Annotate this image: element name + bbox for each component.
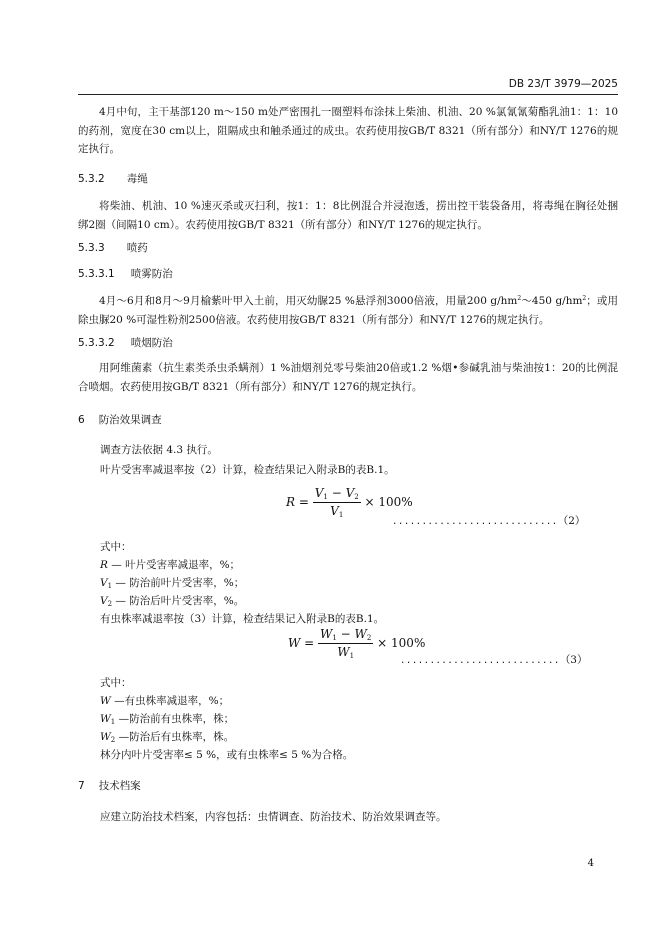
paragraph-pass-criteria: 林分内叶片受害率≤ 5 %，或有虫株率≤ 5 %为合格。	[100, 749, 354, 761]
section-title: 喷烟防治	[130, 337, 173, 349]
eq3-dots: ...........................	[400, 656, 560, 666]
eq3-num-b: W	[354, 627, 367, 641]
def-text: —防治前有虫株率，株；	[115, 713, 235, 725]
eq3-tail: × 100%	[377, 636, 426, 650]
eq3-label: （3）	[559, 654, 588, 666]
definition-v2	[100, 593, 244, 608]
definition-w1	[100, 711, 234, 726]
equation-2-number-line	[392, 513, 585, 528]
equation-3-number-line	[400, 652, 588, 667]
eq2-tail: × 100%	[364, 495, 413, 509]
def-symbol: W	[100, 713, 111, 725]
where-label-eq3: 式中：	[100, 677, 132, 689]
header-rule	[78, 94, 618, 95]
eq3-den-sub: 1	[349, 652, 355, 660]
eq2-num-b: V	[345, 486, 355, 500]
eq2-dots: ............................	[392, 517, 558, 527]
equation-2: R = $\frac{V_1 - V_2}{V_1}$ × 100%	[286, 486, 413, 519]
superscript-2: 2	[582, 295, 587, 302]
paragraph-girdle-method: 4月中旬，主干基部120 m～150 m处严密围扎一圈塑料布涂抹上柴油、机油、20 %氯氰氰菊酯乳油1：1：10的药剂，宽度在30 cm以上，阻隔成虫和触杀通过的成虫。农药使用按GB/T 8321（所有部分）和NY/T 1276的规定执行。	[78, 106, 618, 155]
spray-text-c: ；或用除虫脲20 %可湿性粉剂2500倍液。农药使用按GB/T 8321（所有部分）和NY/T 1276的规定执行。	[78, 295, 618, 326]
paragraph-leaf-damage-calc: 叶片受害率减退率按（2）计算，检查结果记入附录B的表B.1。	[100, 464, 395, 476]
def-text: — 叶片受害率减退率，%；	[107, 559, 241, 571]
eq3-fraction	[318, 627, 373, 660]
eq3-minus: −	[336, 627, 355, 641]
eq2-num-a-sub: 1	[323, 493, 328, 501]
section-5-3-3-2-heading	[78, 335, 173, 350]
def-text: —有虫株率减退率，%；	[110, 695, 230, 707]
section-title: 毒绳	[126, 173, 148, 185]
def-symbol: R	[100, 559, 108, 571]
eq2-num-a: V	[314, 486, 324, 500]
def-symbol-sub: 2	[107, 600, 113, 608]
paragraph-spray-control	[78, 290, 618, 329]
def-text: —防治后有虫株率，株。	[115, 731, 235, 743]
section-5-3-3-1-heading	[78, 266, 173, 281]
def-symbol: V	[100, 595, 108, 607]
def-symbol-sub: 2	[110, 736, 116, 744]
eq2-minus: −	[327, 486, 346, 500]
definition-r	[100, 557, 240, 572]
def-symbol: W	[100, 695, 111, 707]
section-title: 喷药	[126, 242, 148, 254]
section-7-heading	[78, 778, 141, 793]
def-text: — 防治前叶片受害率，%；	[112, 577, 245, 589]
paragraph-poison-rope: 将柴油、机油、10 %速灭杀或灭扫利，按1：1：8比例混合并浸泡透，捞出控干装袋备用，将毒绳在胸径处捆绑2圈（间隔10 cm）。农药使用按GB/T 8321（所有部分）和NY/T 1276的规定执行。	[78, 200, 618, 231]
section-number: 7	[78, 780, 85, 792]
paragraph-survey-method: 调查方法依据 4.3 执行。	[100, 444, 218, 456]
paragraph-smoke-control: 用阿维菌素（抗生素类杀虫杀螨剂）1 %油烟剂兑零号柴油20倍或1.2 %烟•参碱乳油与柴油按1：20的比例混合喷烟。农药使用按GB/T 8321（所有部分）和NY/T 1276的规定执行。	[78, 362, 618, 393]
document-code: DB 23/T 3979—2025	[508, 78, 618, 90]
equation-3: W = $\frac{W_1 - W_2}{W_1}$ × 100%	[288, 627, 426, 660]
section-5-3-2-heading	[78, 171, 148, 186]
def-symbol: V	[100, 577, 108, 589]
eq2-den-sub: 1	[338, 511, 344, 519]
where-label-eq2: 式中：	[100, 541, 132, 553]
page-number: 4	[587, 858, 594, 869]
spray-text-a: 4月～6月和8月～9月榆紫叶甲入土前，用灭幼脲25 %悬浮剂3000倍液，用量200 g/hm	[99, 295, 518, 307]
section-number: 5.3.3	[78, 242, 105, 254]
def-text: — 防治后叶片受害率，%。	[112, 595, 245, 607]
def-symbol-sub: 1	[107, 582, 113, 590]
eq2-den: V	[330, 504, 339, 518]
section-5-3-3-heading	[78, 240, 148, 255]
eq2-label: （2）	[557, 515, 586, 527]
section-number: 6	[78, 414, 85, 426]
def-symbol: W	[100, 731, 111, 743]
paragraph-technical-records: 应建立防治技术档案，内容包括：虫情调查、防治技术、防治效果调查等。	[100, 811, 447, 823]
eq3-num-a-sub: 1	[332, 634, 337, 642]
definition-w2	[100, 729, 234, 744]
section-title: 技术档案	[98, 780, 141, 792]
paragraph-pest-rate-calc: 有虫株率减退率按（3）计算，检查结果记入附录B的表B.1。	[100, 613, 385, 625]
section-number: 5.3.3.1	[78, 268, 115, 280]
section-title: 防治效果调查	[98, 414, 162, 426]
eq3-lhs: W	[288, 636, 301, 650]
definition-w	[100, 693, 229, 708]
eq3-num-b-sub: 2	[366, 634, 372, 642]
eq2-num-b-sub: 2	[354, 493, 359, 501]
spray-text-b: ～450 g/hm	[521, 295, 583, 307]
def-symbol-sub: 1	[110, 718, 116, 726]
section-title: 喷雾防治	[130, 268, 173, 280]
definition-v1	[100, 575, 244, 590]
eq2-fraction	[313, 486, 361, 519]
eq3-num-a: W	[320, 627, 333, 641]
superscript-2: 2	[517, 295, 522, 302]
section-number: 5.3.3.2	[78, 337, 115, 349]
section-6-heading	[78, 412, 162, 427]
eq2-lhs: R	[286, 495, 296, 509]
section-number: 5.3.2	[78, 173, 105, 185]
eq3-den: W	[337, 645, 350, 659]
